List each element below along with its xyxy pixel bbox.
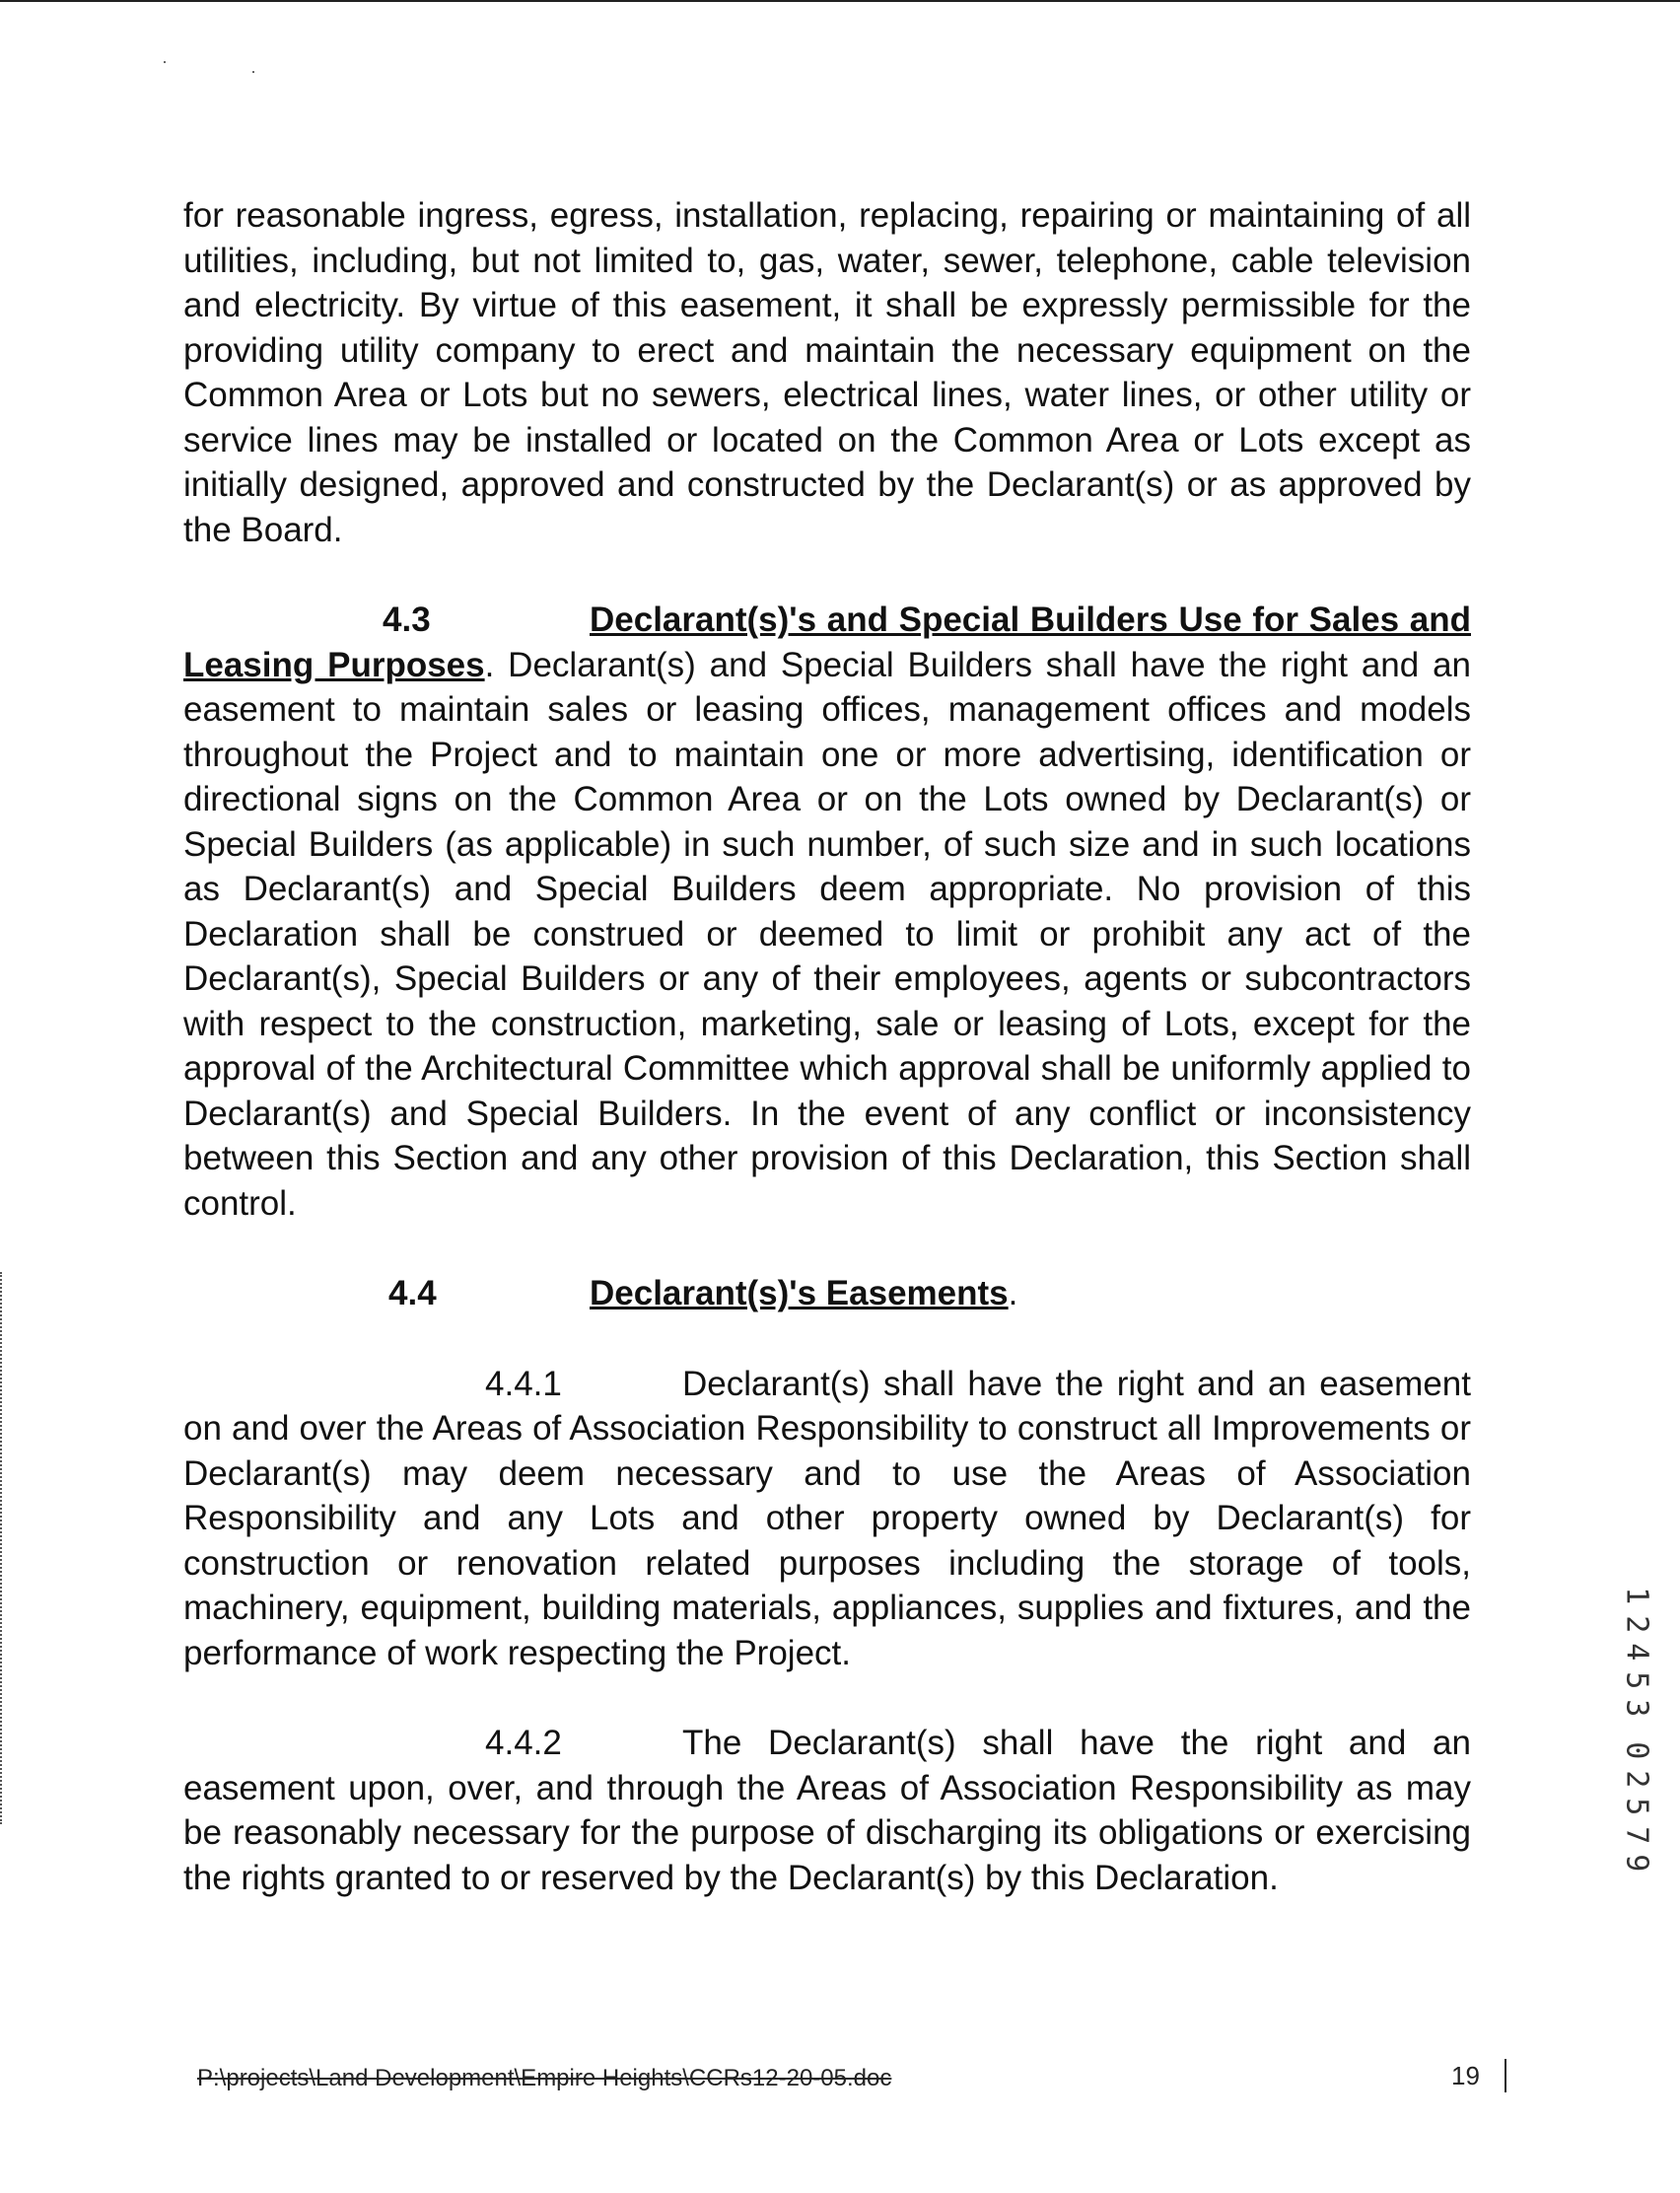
section-heading: Declarant(s)'s and Special Builders Use for Sales and Leasing Purposes xyxy=(183,601,1471,684)
stamp-digit: 4 xyxy=(1619,1643,1654,1662)
stamp-digit: 7 xyxy=(1619,1826,1654,1845)
section-heading: Declarant(s)'s Easements xyxy=(590,1274,1009,1312)
subsection-body: Declarant(s) shall have the right and an easement on and over the Areas of Association Responsibility to construct all Improvements or Declarant(s) may deem necessary and to use the Areas of Association Responsibility and any Lots and other property owned by Declarant(s) for construction or renovation related purposes including the storage of tools, machinery, equipment, building materials, appliances, supplies and fixtures, and the performance of work respecting the Project. xyxy=(183,1364,1471,1672)
stamp-digit: 5 xyxy=(1619,1671,1654,1690)
subsection-body: The Declarant(s) shall have the right and an easement upon, over, and through the Areas of Association Responsibility as may be reasonably necessary for the purpose of discharging its obligations or exercising the rights granted to or reserved by the Declarant(s) by this Declaration. xyxy=(183,1724,1471,1897)
stamp-digit: 2 xyxy=(1619,1769,1654,1788)
section-body: . Declarant(s) and Special Builders shall have the right and an easement to maintain sales or leasing offices, management offices and models throughout the Project and to maintain one or more advertising, identification or directional signs on the Common Area or on the Lots owned by Declarant(s) or Special Builders (as applicable) in such number, of such size and in such locations as Declarant(s) and Special Builders deem appropriate. No provision of this Declaration shall be construed or deemed to limit or prohibit any act of the Declarant(s), Special Builders or any of their employees, agents or subcontractors with respect to the construction, marketing, sale or leasing of Lots, except for the approval of the Architectural Committee which approval shall be uniformly applied to Declarant(s) and Special Builders. In the event of any conflict or inconsistency between this Section and any other provision of this Declaration, this Section shall control. xyxy=(183,645,1471,1223)
stamp-digit: 3 xyxy=(1619,1699,1654,1718)
paragraph-continuation: for reasonable ingress, egress, installation, replacing, repairing or maintaining of all utilities, including, but not limited to, gas, water, sewer, telephone, cable television and electricity. By virtue of this easement, it shall be expressly permissible for the providing utility company to erect and maintain the necessary equipment on the Common Area or Lots but no sewers, electrical lines, water lines, or other utility or service lines may be installed or located on the Common Area or Lots except as initially designed, approved and constructed by the Declarant(s) or as approved by the Board. xyxy=(183,196,1471,549)
left-scan-edge xyxy=(0,1272,5,1824)
stamp-digit: 1 xyxy=(1619,1587,1654,1605)
page-number: 19 xyxy=(1451,2061,1480,2090)
section-number: 4.4 xyxy=(388,1274,437,1312)
recording-stamp xyxy=(1619,1582,1652,1877)
section-4-4-1 xyxy=(183,1362,1471,1676)
section-4-4 xyxy=(183,1271,1471,1316)
subsection-number: 4.4.1 xyxy=(485,1364,562,1403)
section-number: 4.3 xyxy=(383,601,431,639)
stamp-digit: 0 xyxy=(1619,1741,1654,1760)
stamp-digit: 5 xyxy=(1619,1798,1654,1816)
section-4-4-2 xyxy=(183,1721,1471,1900)
stamp-digit: 9 xyxy=(1619,1854,1654,1873)
stamp-digit: 2 xyxy=(1619,1614,1654,1633)
heading-period: . xyxy=(1008,1274,1018,1312)
footer-margin-bar xyxy=(1505,2059,1506,2092)
scan-speck xyxy=(252,71,254,73)
section-4-3 xyxy=(183,598,1471,1226)
footer-file-path: P:\projects\Land Development\Empire Heights\CCRs12-20-05.doc xyxy=(197,2065,892,2091)
document-body xyxy=(183,193,1471,1900)
scan-speck xyxy=(164,61,166,63)
top-scan-edge xyxy=(0,0,1680,2)
subsection-number: 4.4.2 xyxy=(485,1724,562,1762)
